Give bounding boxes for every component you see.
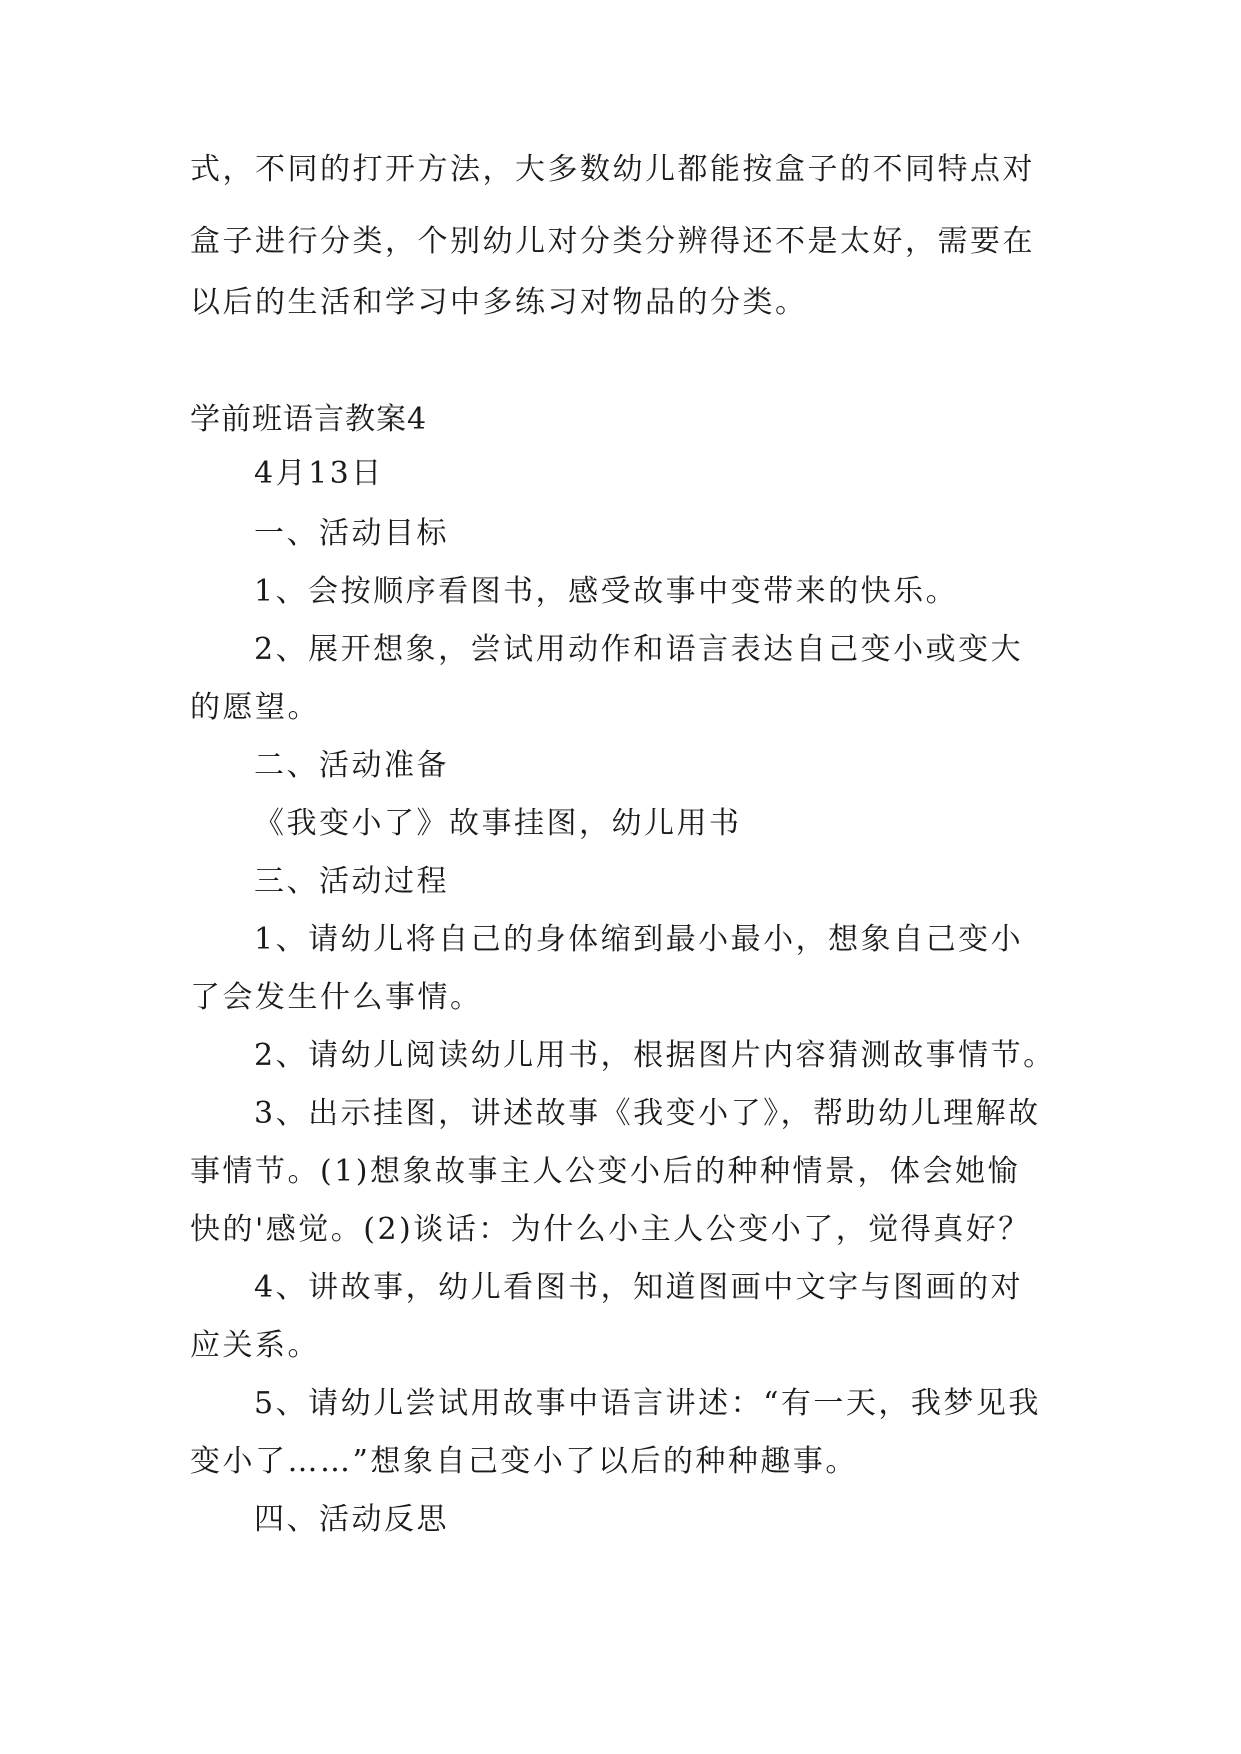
date-line: 4月13日 — [254, 456, 384, 491]
subheading-reflection: 四、活动反思 — [254, 1502, 449, 1537]
body-line: 2、请幼儿阅读幼儿用书，根据图片内容猜测故事情节。 — [254, 1038, 1056, 1073]
body-line: 2、展开想象，尝试用动作和语言表达自己变小或变大 — [254, 632, 1024, 667]
body-line: 应关系。 — [190, 1328, 320, 1363]
subheading-preparation: 二、活动准备 — [254, 748, 449, 783]
subheading-process: 三、活动过程 — [254, 864, 449, 899]
body-line: 了会发生什么事情。 — [190, 980, 483, 1015]
body-line: 事情节。(1)想象故事主人公变小后的种种情景，体会她愉 — [190, 1154, 1020, 1189]
body-line: 3、出示挂图，讲述故事《我变小了》，帮助幼儿理解故 — [254, 1096, 1041, 1131]
section-heading: 学前班语言教案4 — [190, 402, 428, 437]
body-line: 变小了……”想象自己变小了以后的种种趣事。 — [190, 1444, 858, 1479]
body-line: 1、会按顺序看图书，感受故事中变带来的快乐。 — [254, 574, 959, 609]
body-line: 盒子进行分类，个别幼儿对分类分辨得还不是太好，需要在 — [190, 224, 1035, 259]
subheading-objectives: 一、活动目标 — [254, 516, 449, 551]
body-line: 5、请幼儿尝试用故事中语言讲述：“有一天，我梦见我 — [254, 1386, 1041, 1421]
body-line: 以后的生活和学习中多练习对物品的分类。 — [190, 285, 808, 320]
body-line: 式，不同的打开方法，大多数幼儿都能按盒子的不同特点对 — [190, 152, 1035, 187]
body-line: 快的'感觉。(2)谈话：为什么小主人公变小了，觉得真好？ — [190, 1212, 1031, 1247]
body-line: 《我变小了》故事挂图，幼儿用书 — [254, 806, 742, 841]
body-line: 1、请幼儿将自己的身体缩到最小最小，想象自己变小 — [254, 922, 1024, 957]
body-line: 的愿望。 — [190, 690, 320, 725]
body-line: 4、讲故事，幼儿看图书，知道图画中文字与图画的对 — [254, 1270, 1024, 1305]
